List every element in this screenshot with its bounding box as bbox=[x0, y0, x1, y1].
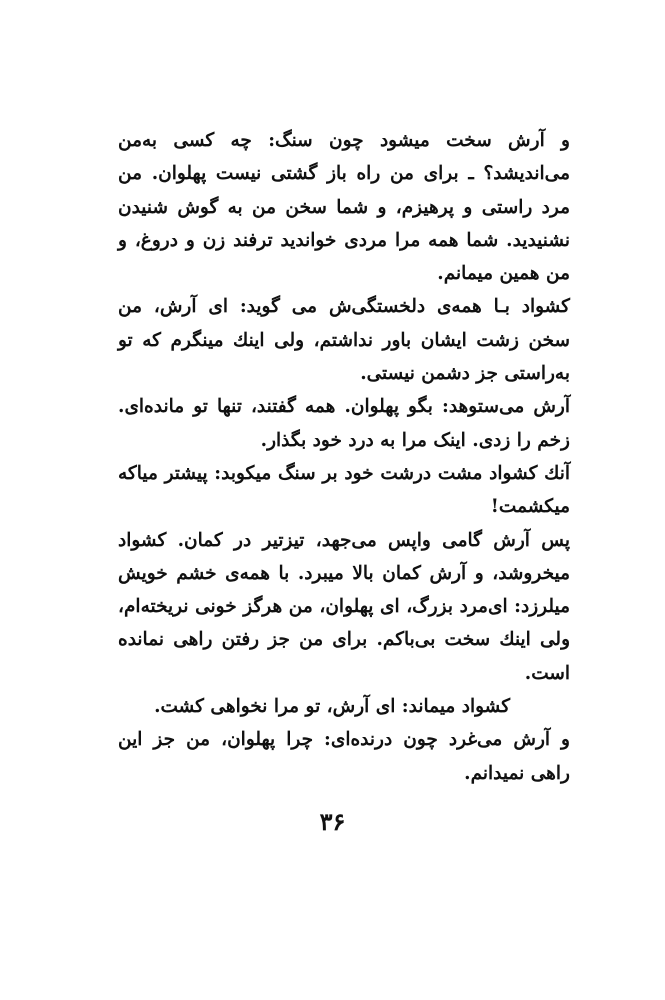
paragraph-2: کشواد بـا همه‌ی دلخستگی‌ش می گوید: ای آرش، من سخن زشت ایشان باور نداشتم، ولی اینك مینگرم که تو به‌راستی جز دشمن نیستی. bbox=[118, 296, 570, 385]
paragraph-6: کشواد میماند: ای آرش، تو مرا نخواهی کشت. bbox=[154, 696, 510, 718]
paragraph-3: آرش می‌ستوهد: بگو پهلوان. همه گفتند، تنها تو مانده‌ای. زخم را زدی. اینک مرا به درد خود بگذار. bbox=[118, 396, 570, 451]
paragraph-7: و آرش می‌غرد چون درنده‌ای: چرا پهلوان، من جز این راهی نمیدانم. bbox=[118, 729, 570, 784]
paragraph-5: پس آرش گامی واپس می‌جهد، تیزتیر در کمان. کشواد میخروشد، و آرش کمان بالا میبرد. با همه‌ی خشم خویش میلرزد: ای‌مرد بزرگ، ای پهلوان، من هرگز خونی نریخته‌ام، ولی اینك سخت بی‌باکم. برای من جز رفتن راهی نمانده است. bbox=[118, 529, 570, 684]
paragraph-4: آنك کشواد مشت درشت خود بر سنگ میکوبد: پیشتر میاکه میکشمت! bbox=[118, 462, 570, 518]
body-text bbox=[118, 124, 570, 790]
page-number: ۳۶ bbox=[319, 807, 346, 836]
paragraph-1: و آرش سخت میشود چون سنگ: چه کسی به‌من می‌اندیشد؟ ـ برای من راه باز گشتی نیست پهلوان. من مرد راستی و پرهیزم، و شما سخن من به گوش شنیدن نشنیدید. شما همه مرا مردی خواندید ترفند زن و دروغ، و من همین میمانم. bbox=[118, 130, 570, 285]
